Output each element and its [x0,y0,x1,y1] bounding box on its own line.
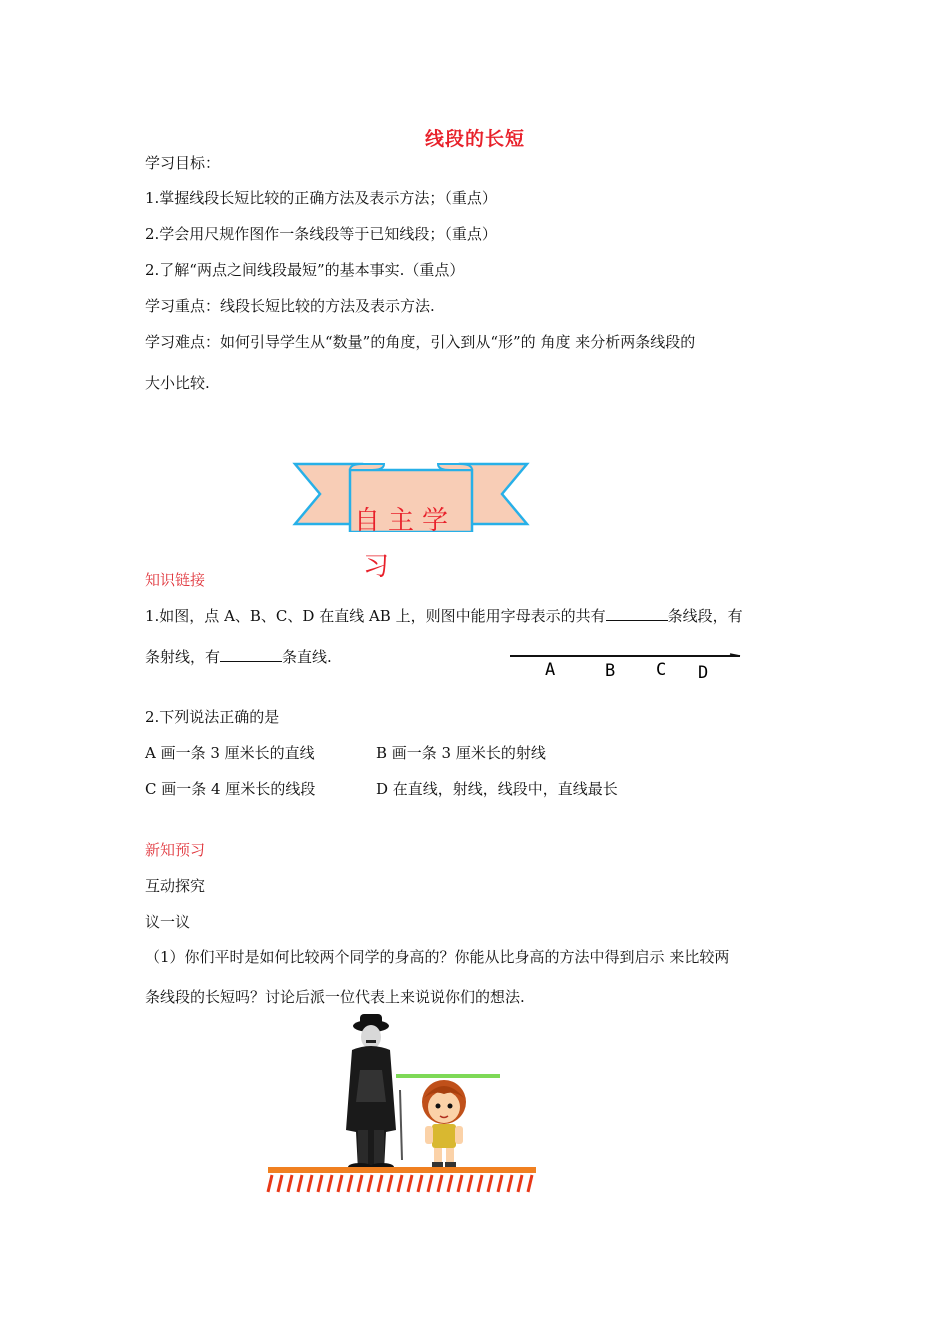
child-figure [422,1080,466,1167]
question-1-line-2 [145,647,332,667]
banner-text: 自主学 [354,506,457,536]
q1-text-d: 条直线. [282,648,332,666]
difficulty-line-2: 大小比较. [145,374,210,392]
point-label-b: B [605,661,616,681]
discuss-heading: 议一议 [145,913,191,931]
question-2: 2.下列说法正确的是 [145,708,280,726]
objective-item-3: 2.了解“两点之间线段最短”的基本事实.（重点） [145,261,465,279]
ground-stripes [268,1167,536,1192]
tall-man-figure [346,1014,402,1171]
option-c: C 画一条 4 厘米长的线段 [145,780,316,798]
discussion-question-line-1: （1）你们平时是如何比较两个同学的身高的？你能从比身高的方法中得到启示 来比较两 [145,948,730,966]
objectives-heading: 学习目标： [145,154,221,172]
question-1-line-1 [145,606,743,626]
discussion-question-line-2: 条线段的长短吗？讨论后派一位代表上来说说你们的想法. [145,988,525,1006]
key-point: 学习重点：线段长短比较的方法及表示方法. [145,297,435,315]
q1-text-a: 1.如图，点 A、B、C、D 在直线 AB 上，则图中能用字母表示的共有 [145,607,606,625]
point-label-a: A [545,660,556,680]
q1-text-c: 条射线，有 [145,648,221,666]
page-title: 线段的长短 [424,128,525,150]
option-b: B 画一条 3 厘米长的射线 [376,744,546,762]
height-comparison-illustration [260,1010,542,1195]
line-abcd-figure [505,648,745,688]
answer-blank-1 [606,606,668,621]
preview-heading: 新知预习 [145,841,206,859]
interactive-explore: 互动探究 [145,877,206,895]
point-label-d: D [698,663,709,683]
q1-text-b: 条线段，有 [667,607,743,625]
answer-blank-2 [220,647,282,662]
banner-text-wrap: 习 [363,552,390,582]
point-label-c: C [656,660,667,680]
option-d: D 在直线，射线，线段中，直线最长 [376,780,618,798]
objective-item-2: 2.学会用尺规作图作一条线段等于已知线段；（重点） [145,225,497,243]
difficulty-line-1: 学习难点：如何引导学生从“数量”的角度，引入到从“形”的 角度 来分析两条线段的 [145,333,696,351]
objective-item-1: 1.掌握线段长短比较的正确方法及表示方法；（重点） [145,189,497,207]
knowledge-heading: 知识链接 [145,571,206,589]
option-a: A 画一条 3 厘米长的直线 [145,744,315,762]
